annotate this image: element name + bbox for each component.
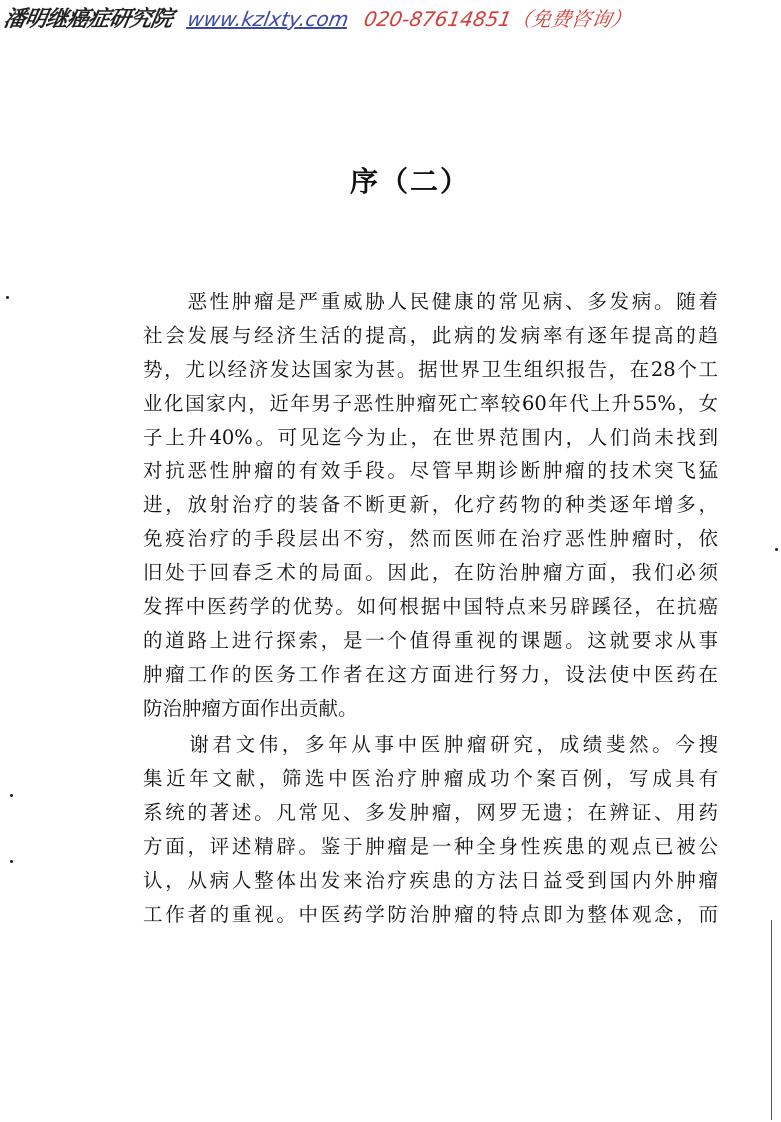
scan-speck xyxy=(6,296,9,299)
watermark-header xyxy=(1,0,635,38)
scan-speck xyxy=(10,860,13,863)
text-line: 进，放射治疗的装备不断更新，化疗药物的种类逐年增多， xyxy=(143,493,718,516)
text-line: 子上升40%。可见迄今为止，在世界范围内，人们尚未找到 xyxy=(143,426,718,449)
text-line: 肿瘤工作的医务工作者在这方面进行努力，设法使中医药在 xyxy=(143,663,718,686)
scan-speck xyxy=(775,548,778,551)
text-line: 的道路上进行探索，是一个值得重视的课题。这就要求从事 xyxy=(143,629,718,652)
scan-speck xyxy=(10,794,13,797)
text-line: 认，从病人整体出发来治疗疾患的方法日益受到国内外肿瘤 xyxy=(143,869,718,892)
text-line: 社会发展与经济生活的提高，此病的发病率有逐年提高的趋 xyxy=(143,324,718,347)
text-line: 业化国家内，近年男子恶性肿瘤死亡率较60年代上升55%，女 xyxy=(143,392,718,415)
organization-name: 潘明继癌症研究院 xyxy=(1,7,175,32)
text-line: 谢君文伟，多年从事中医肿瘤研究，成绩斐然。今搜 xyxy=(143,733,718,756)
phone-number: 020-87614851（免费咨询） xyxy=(362,7,634,31)
text-line: 势，尤以经济发达国家为甚。据世界卫生组织报告，在28个工 xyxy=(143,358,718,381)
scan-edge-line xyxy=(771,920,772,1120)
text-line: 恶性肿瘤是严重威胁人民健康的常见病、多发病。随着 xyxy=(143,290,718,313)
website-link[interactable]: www.kzlxty.com xyxy=(185,7,351,31)
text-line: 对抗恶性肿瘤的有效手段。尽管早期诊断肿瘤的技术突飞猛 xyxy=(143,459,718,482)
text-line: 工作者的重视。中医药学防治肿瘤的特点即为整体观念，而 xyxy=(143,903,718,926)
text-line: 方面，评述精辟。鉴于肿瘤是一种全身性疾患的观点已被公 xyxy=(143,835,718,858)
text-line: 发挥中医药学的优势。如何根据中国特点来另辟蹊径，在抗癌 xyxy=(143,595,718,618)
text-line: 旧处于回春乏术的局面。因此，在防治肿瘤方面，我们必须 xyxy=(143,561,718,584)
text-line: 集近年文献，筛选中医治疗肿瘤成功个案百例，写成具有 xyxy=(143,767,718,790)
page-title: 序（二） xyxy=(349,165,470,198)
text-line: 防治肿瘤方面作出贡献。 xyxy=(143,697,358,720)
text-line: 系统的著述。凡常见、多发肿瘤，网罗无遗；在辨证、用药 xyxy=(143,801,718,824)
text-line: 免疫治疗的手段层出不穷，然而医师在治疗恶性肿瘤时，依 xyxy=(143,527,718,550)
